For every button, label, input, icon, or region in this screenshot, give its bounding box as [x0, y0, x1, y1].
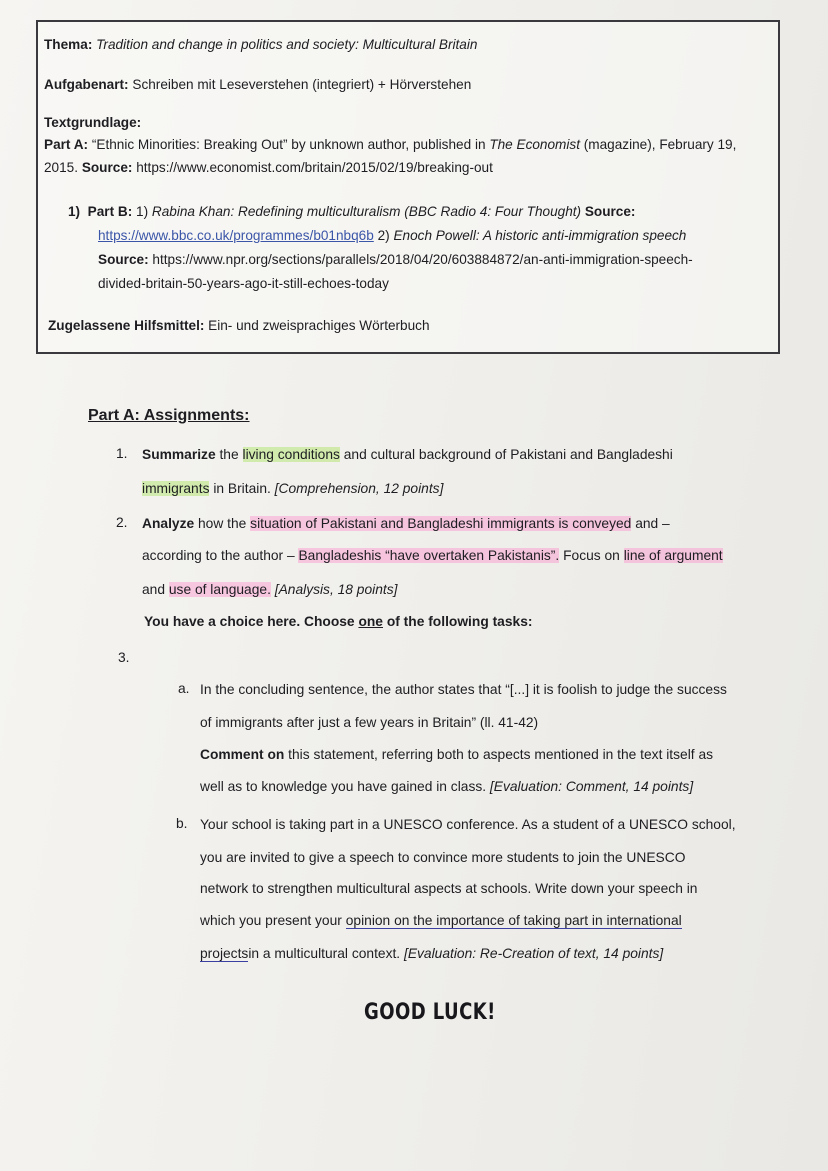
- part-b-line1: [68, 201, 635, 223]
- task1-line1: [142, 445, 673, 465]
- task1-highlight-immigrants: immigrants: [142, 481, 210, 496]
- task1-text2: and cultural background of Pakistani and Bangladeshi: [343, 447, 673, 462]
- aufgabenart-line: [44, 74, 471, 96]
- task2-points: [Analysis, 18 points]: [274, 582, 398, 597]
- task2-verb: Analyze: [142, 516, 195, 531]
- task2-highlight-use-of-language: use of language.: [168, 582, 271, 597]
- aufgabenart-label: Aufgabenart:: [44, 77, 129, 92]
- hilfsmittel-value: Ein- und zweisprachiges Wörterbuch: [208, 318, 430, 333]
- thema-label: Thema:: [44, 37, 93, 52]
- task1-highlight-living-conditions: living conditions: [242, 447, 340, 462]
- task3b-underline-opinion: opinion on the importance of taking part in international: [345, 913, 682, 928]
- assignments-title: Part A: Assignments:: [88, 407, 250, 424]
- part-b-item2-num: 2): [377, 228, 390, 243]
- task3a-text4: well as to knowledge you have gained in class.: [200, 779, 487, 794]
- part-b-num: 1): [68, 204, 81, 219]
- part-b-item1-num: 1): [136, 204, 149, 219]
- task3b-text4: which you present your: [200, 913, 342, 928]
- part-b-url2-line1[interactable]: https://www.npr.org/sections/parallels/2018/04/20/603884872/an-anti-immigration-speech-: [152, 252, 693, 267]
- thema-value: Tradition and change in politics and society: Multicultural Britain: [96, 37, 478, 52]
- task2-text2: and –: [635, 516, 670, 531]
- choice-post: of the following tasks:: [386, 614, 533, 629]
- task3a-text: this statement, referring both to aspects mentioned in the text itself as: [288, 747, 714, 762]
- part-a-line1: [44, 134, 736, 156]
- part-a-label: Part A:: [44, 137, 89, 152]
- task3b-text5: in a multicultural context.: [248, 946, 401, 961]
- task1-points: [Comprehension, 12 points]: [274, 481, 444, 496]
- part-a-magazine: The Economist: [489, 137, 580, 152]
- part-a-source-label: Source:: [81, 160, 133, 175]
- part-a-text1: “Ethnic Minorities: Breaking Out” by unknown author, published in: [91, 137, 486, 152]
- task3b-underline-projects: projects: [200, 946, 249, 961]
- task1-verb: Summarize: [142, 447, 216, 462]
- part-b-url2-line2[interactable]: divided-britain-50-years-ago-it-still-echoes-today: [98, 276, 389, 291]
- part-a-source-url[interactable]: https://www.economist.com/britain/2015/02/19/breaking-out: [136, 160, 493, 175]
- textgrundlage-label: Textgrundlage:: [44, 115, 142, 130]
- part-a-line2: [44, 157, 493, 179]
- part-b-label: Part B:: [87, 204, 133, 219]
- task3b-line1: Your school is taking part in a UNESCO conference. As a student of a UNESCO school,: [200, 817, 736, 832]
- task2-highlight-quote: Bangladeshis “have overtaken Pakistanis”.: [298, 548, 560, 563]
- task1-text1: the: [219, 447, 239, 462]
- task2-line1: [142, 514, 670, 534]
- task3a-line2: of immigrants after just a few years in Britain” (ll. 41-42): [200, 715, 539, 730]
- part-b-source-label: Source:: [584, 204, 636, 219]
- good-luck-closing: GOOD LUCK!: [364, 1000, 496, 1025]
- hilfsmittel-label: Zugelassene Hilfsmittel:: [48, 318, 205, 333]
- part-b-source2-label: Source:: [98, 252, 149, 267]
- task3b-line4: [200, 911, 682, 931]
- aufgabenart-value: Schreiben mit Leseverstehen (integriert) + Hörverstehen: [132, 77, 472, 92]
- task3a-line4: [200, 777, 693, 797]
- part-b-item2-title: Enoch Powell: A historic anti-immigration speech: [393, 228, 687, 243]
- task3a-line1: In the concluding sentence, the author states that “[...] it is foolish to judge the success: [200, 682, 727, 697]
- part-b-item1-title: Rabina Khan: Redefining multiculturalism (BBC Radio 4: Four Thought): [151, 204, 582, 219]
- task1-text3: in Britain.: [213, 481, 271, 496]
- task3a-line3: [200, 745, 713, 765]
- choice-one: one: [358, 614, 383, 629]
- task3-number: 3.: [118, 650, 130, 665]
- task2-text5: and: [142, 582, 166, 597]
- task2-line3: [142, 580, 397, 600]
- task2-text1: how the: [198, 516, 247, 531]
- part-b-url1-link[interactable]: https://www.bbc.co.uk/programmes/b01nbq6b: [98, 228, 374, 243]
- task2-line2: [142, 546, 723, 566]
- task2-number: 2.: [116, 515, 128, 530]
- task3a-verb: Comment on: [200, 747, 285, 762]
- part-b-line3: [98, 249, 693, 271]
- thema-line: [44, 34, 477, 56]
- task1-number: 1.: [116, 446, 128, 461]
- task3a-letter: a.: [178, 681, 190, 696]
- task2-text3: according to the author –: [142, 548, 295, 563]
- choice-pre: You have a choice here. Choose: [144, 614, 355, 629]
- task3b-points: [Evaluation: Re-Creation of text, 14 points]: [404, 946, 664, 961]
- task1-line2: [142, 479, 443, 499]
- hilfsmittel-line: [48, 315, 430, 337]
- task3b-line3: network to strengthen multicultural aspects at schools. Write down your speech in: [200, 881, 698, 896]
- part-a-text2: (magazine), February 19,: [583, 137, 737, 152]
- choice-instruction: [144, 612, 532, 632]
- part-a-year: 2015.: [44, 160, 79, 175]
- task3b-line2: you are invited to give a speech to convince more students to join the UNESCO: [200, 850, 686, 865]
- header-info-box: [36, 20, 780, 354]
- task2-highlight-situation: situation of Pakistani and Bangladeshi immigrants is conveyed: [250, 516, 632, 531]
- task3b-line5: [200, 944, 663, 964]
- task2-text4: Focus on: [563, 548, 620, 563]
- part-b-line2: [98, 225, 686, 247]
- task3b-letter: b.: [176, 816, 188, 831]
- task2-highlight-line-of-argument: line of argument: [623, 548, 723, 563]
- task3a-points: [Evaluation: Comment, 14 points]: [489, 779, 694, 794]
